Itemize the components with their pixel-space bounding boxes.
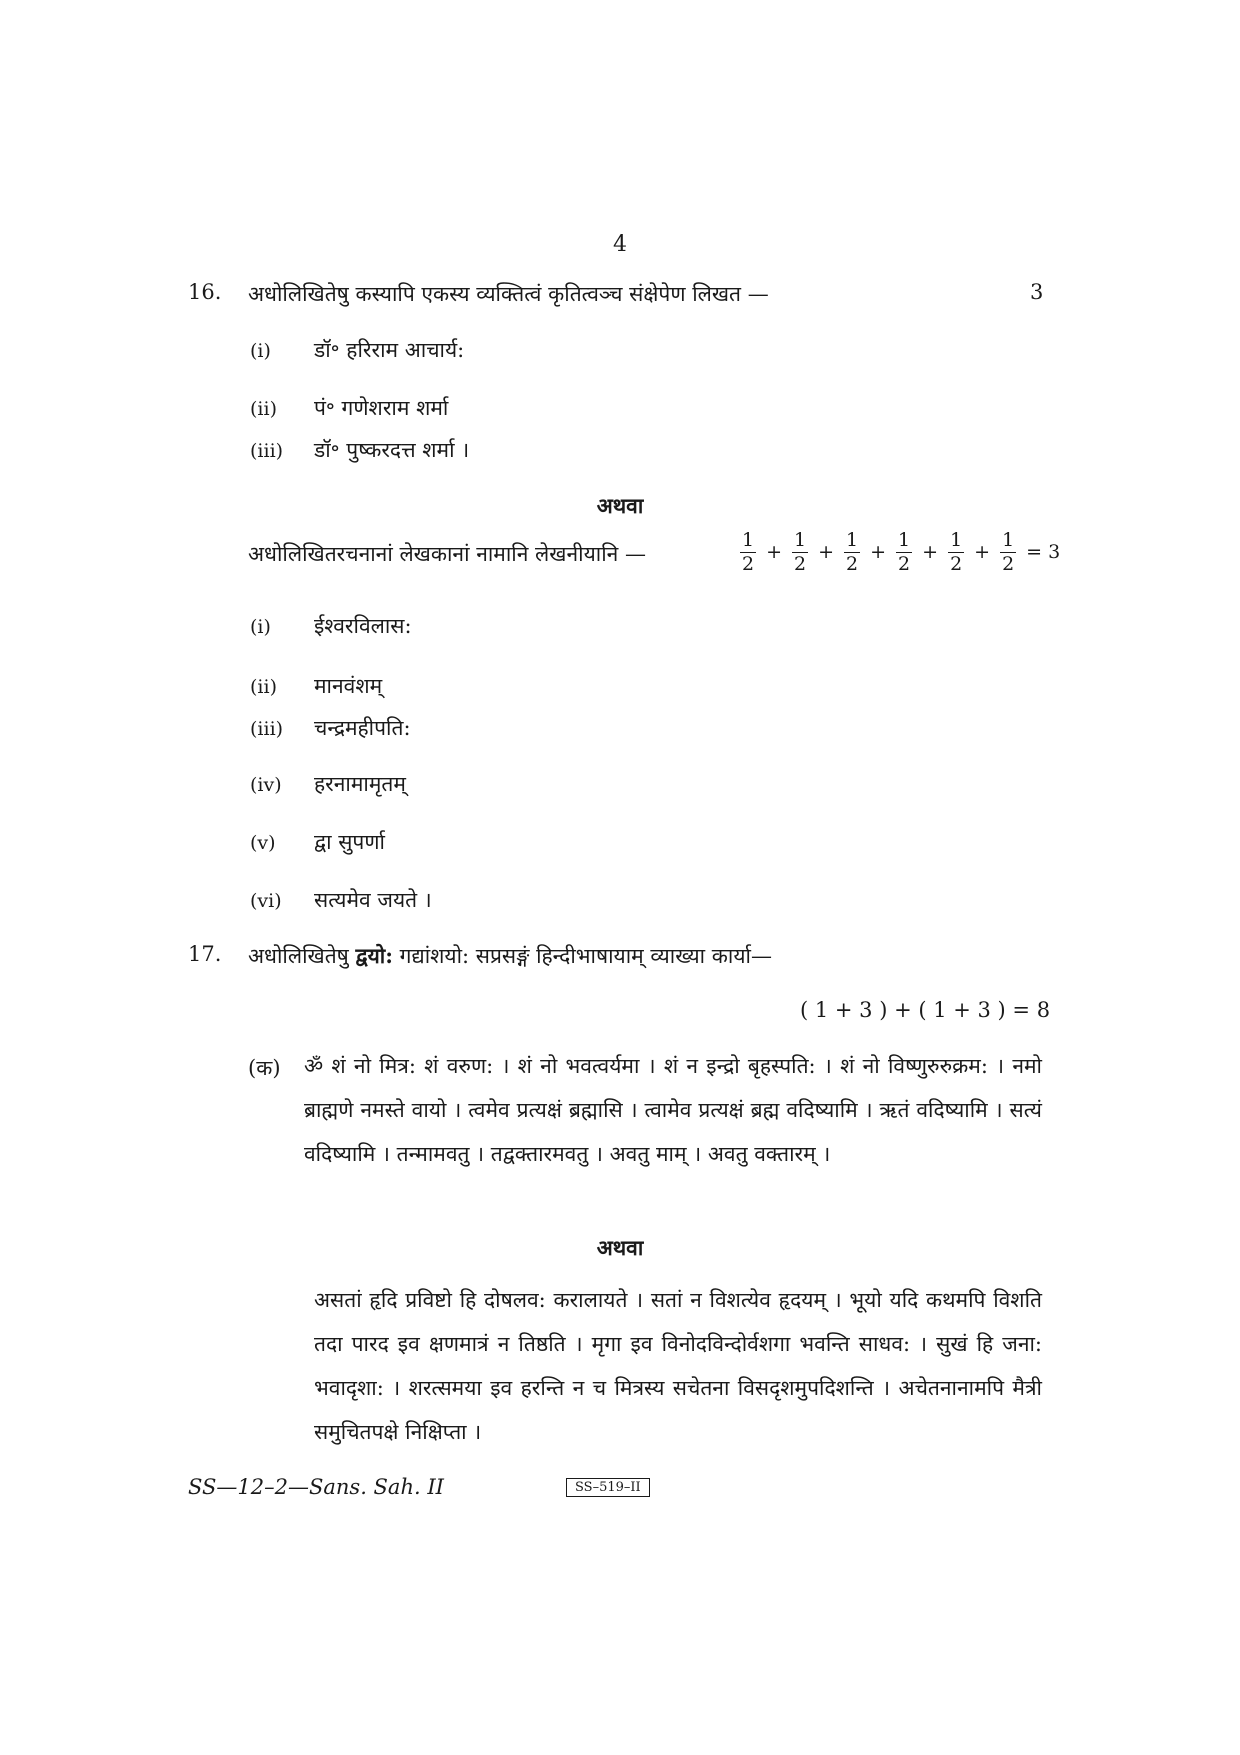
fraction: $\frac{1}{2}$ [1002, 528, 1015, 575]
list-item: द्वा सुपर्णा [314, 830, 385, 854]
emphasis: द्वयो: [355, 943, 393, 968]
list-item: डॉ॰ पुष्करदत्त शर्मा । [314, 438, 470, 462]
list-item-roman: (vi) [250, 890, 282, 912]
question-17-number: 17. [188, 942, 222, 966]
list-item-roman: (ii) [250, 676, 277, 698]
passage-b: असतां हृदि प्रविष्टो हि दोषलव: करालायते । सतां न विशत्येव हृदयम् । भूयो यदि कथमपि विशति तदा पारद इव क्षणमात्रं न तिष्ठति । मृगा इव विनोदविन्दोर्वशगा भवन्ति साधव: । सुखं हि जना: भवादृशा: । शरत्समया इव हरन्ति न च मित्रस्य सचेतना विसदृशमुपदिशन्ति । अचेतनानामपि मैत्री समुचितपक्षे निक्षिप्ता । [314, 1288, 1042, 1444]
alternative-question-text: अधोलिखितरचनानां लेखकानां नामानि लेखनीयानि — [248, 542, 646, 566]
marks-total: 3 [1048, 541, 1061, 563]
list-item: डॉ॰ हरिराम आचार्य: [314, 338, 465, 362]
passage-a: ॐ शं नो मित्र: शं वरुण: । शं नो भवत्वर्यमा । शं न इन्द्रो बृहस्पति: । शं नो विष्णुरुरुक्रम: । नमो ब्राह्मणे नमस्ते वायो । त्वमेव प्रत्यक्षं ब्रह्मासि । त्वामेव प्रत्यक्षं ब्रह्म वदिष्यामि । ऋतं वदिष्यामि । सत्यं वदिष्यामि । तन्मामवतु । तद्वक्तारमवतु । अवतु माम् । अवतु वक्तारम् । [304, 1054, 1042, 1166]
or-heading: अथवा [596, 493, 644, 518]
page-number: 4 [613, 232, 627, 257]
fraction: $\frac{1}{2}$ [898, 528, 911, 575]
list-item-roman: (i) [250, 616, 271, 638]
question-17-marks: ( 1 + 3 ) + ( 1 + 3 ) = 8 [800, 998, 1051, 1022]
list-item-roman: (v) [250, 832, 276, 854]
list-item: सत्यमेव जयते । [314, 888, 432, 912]
question-16-number: 16. [188, 280, 222, 304]
or-heading: अथवा [596, 1235, 644, 1260]
list-item-roman: (ii) [250, 398, 277, 420]
fraction: $\frac{1}{2}$ [794, 528, 807, 575]
list-item: हरनामामृतम् [314, 772, 406, 796]
question-16-marks: 3 [1030, 280, 1044, 304]
question-16-text: अधोलिखितेषु कस्यापि एकस्य व्यक्तित्वं कृतित्वञ्च संक्षेपेण लिखत — [248, 282, 769, 306]
list-item: मानवंशम् [314, 674, 383, 698]
list-item: पं॰ गणेशराम शर्मा [314, 396, 449, 420]
list-item-roman: (iii) [250, 440, 284, 462]
list-item: ईश्वरविलास: [314, 614, 412, 638]
marks-fractions: $\frac{1}{2}$ + $\frac{1}{2}$ + $\frac{1}{2}$ + $\frac{1}{2}$ + $\frac{1}{2}$ + $\frac{1}{2}$ = 3 [742, 528, 1061, 575]
list-item: चन्द्रमहीपति: [314, 716, 411, 740]
footer-booklet-code: SS–519–II [566, 1478, 650, 1497]
list-item-roman: (i) [250, 340, 271, 362]
list-item-roman: (iv) [250, 774, 282, 796]
question-17-text: अधोलिखितेषु द्वयो: गद्यांशयो: सप्रसङ्गं हिन्दीभाषायाम् व्याख्या कार्या— [248, 943, 772, 968]
footer-paper-code: SS—12–2—Sans. Sah. II [188, 1475, 444, 1499]
part-label: (क) [248, 1056, 281, 1080]
fraction: $\frac{1}{2}$ [742, 528, 755, 575]
list-item-roman: (iii) [250, 718, 284, 740]
fraction: $\frac{1}{2}$ [950, 528, 963, 575]
fraction: $\frac{1}{2}$ [846, 528, 859, 575]
